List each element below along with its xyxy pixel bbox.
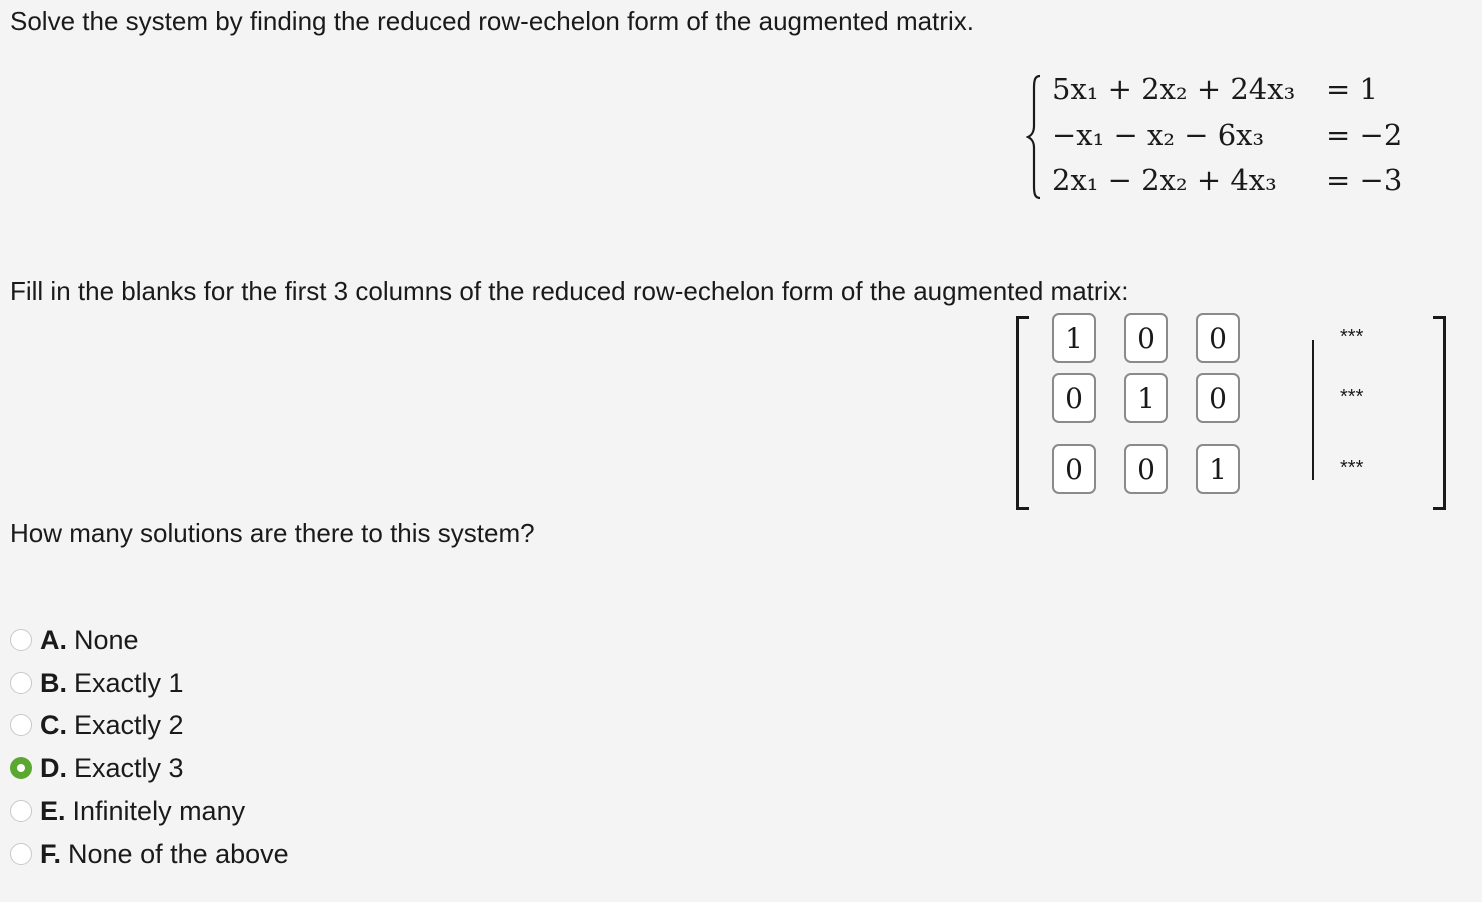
equation-1-rhs: = 1 bbox=[1326, 72, 1378, 106]
option-c-letter: C. bbox=[40, 709, 67, 740]
matrix-left-bracket bbox=[1016, 316, 1029, 510]
option-a-text: None bbox=[74, 624, 139, 655]
equation-3-lhs: 2x₁ − 2x₂ + 4x₃ bbox=[1052, 163, 1277, 197]
augmented-entry-r3: *** bbox=[1340, 457, 1364, 479]
option-e[interactable] bbox=[10, 795, 245, 827]
matrix-cell-r3-c2[interactable]: 0 bbox=[1124, 444, 1168, 494]
matrix-cell-r1-c2[interactable]: 0 bbox=[1124, 313, 1168, 363]
equation-2-rhs: = −2 bbox=[1326, 118, 1403, 152]
option-c[interactable] bbox=[10, 709, 184, 741]
matrix-cell-r1-c3[interactable]: 0 bbox=[1196, 313, 1240, 363]
radio-a[interactable] bbox=[10, 629, 32, 651]
matrix-cell-r2-c1[interactable]: 0 bbox=[1052, 373, 1096, 423]
equation-1-lhs: 5x₁ + 2x₂ + 24x₃ bbox=[1052, 72, 1296, 106]
matrix-cell-r3-c3[interactable]: 1 bbox=[1196, 444, 1240, 494]
equation-3-rhs: = −3 bbox=[1326, 163, 1403, 197]
option-f-text: None of the above bbox=[68, 838, 289, 869]
matrix-prompt: Fill in the blanks for the first 3 columns of the reduced row-echelon form of the augmented matrix: bbox=[10, 276, 1129, 306]
option-e-text: Infinitely many bbox=[72, 795, 246, 826]
option-b[interactable] bbox=[10, 667, 184, 699]
equation-2-lhs: −x₁ − x₂ − 6x₃ bbox=[1052, 118, 1265, 152]
augmented-entry-r2: *** bbox=[1340, 386, 1364, 408]
option-a-letter: A. bbox=[40, 624, 67, 655]
option-d[interactable] bbox=[10, 752, 184, 784]
option-c-text: Exactly 2 bbox=[74, 709, 184, 740]
question-prompt: Solve the system by finding the reduced row-echelon form of the augmented matrix. bbox=[10, 6, 974, 36]
matrix-cell-r3-c1[interactable]: 0 bbox=[1052, 444, 1096, 494]
option-e-letter: E. bbox=[40, 795, 66, 826]
option-a[interactable] bbox=[10, 624, 139, 656]
option-f-letter: F. bbox=[40, 838, 62, 869]
radio-b[interactable] bbox=[10, 672, 32, 694]
radio-f[interactable] bbox=[10, 843, 32, 865]
radio-c[interactable] bbox=[10, 714, 32, 736]
option-b-letter: B. bbox=[40, 667, 67, 698]
radio-e[interactable] bbox=[10, 800, 32, 822]
augmented-divider bbox=[1312, 340, 1314, 480]
option-d-letter: D. bbox=[40, 752, 67, 783]
radio-d[interactable] bbox=[10, 757, 32, 779]
augmented-entry-r1: *** bbox=[1340, 326, 1364, 348]
matrix-cell-r2-c2[interactable]: 1 bbox=[1124, 373, 1168, 423]
solutions-prompt: How many solutions are there to this system? bbox=[10, 518, 535, 548]
matrix-cell-r1-c1[interactable]: 1 bbox=[1052, 313, 1096, 363]
option-b-text: Exactly 1 bbox=[74, 667, 184, 698]
option-d-text: Exactly 3 bbox=[74, 752, 184, 783]
matrix-right-bracket bbox=[1433, 316, 1446, 510]
option-f[interactable] bbox=[10, 838, 289, 870]
matrix-cell-r2-c3[interactable]: 0 bbox=[1196, 373, 1240, 423]
